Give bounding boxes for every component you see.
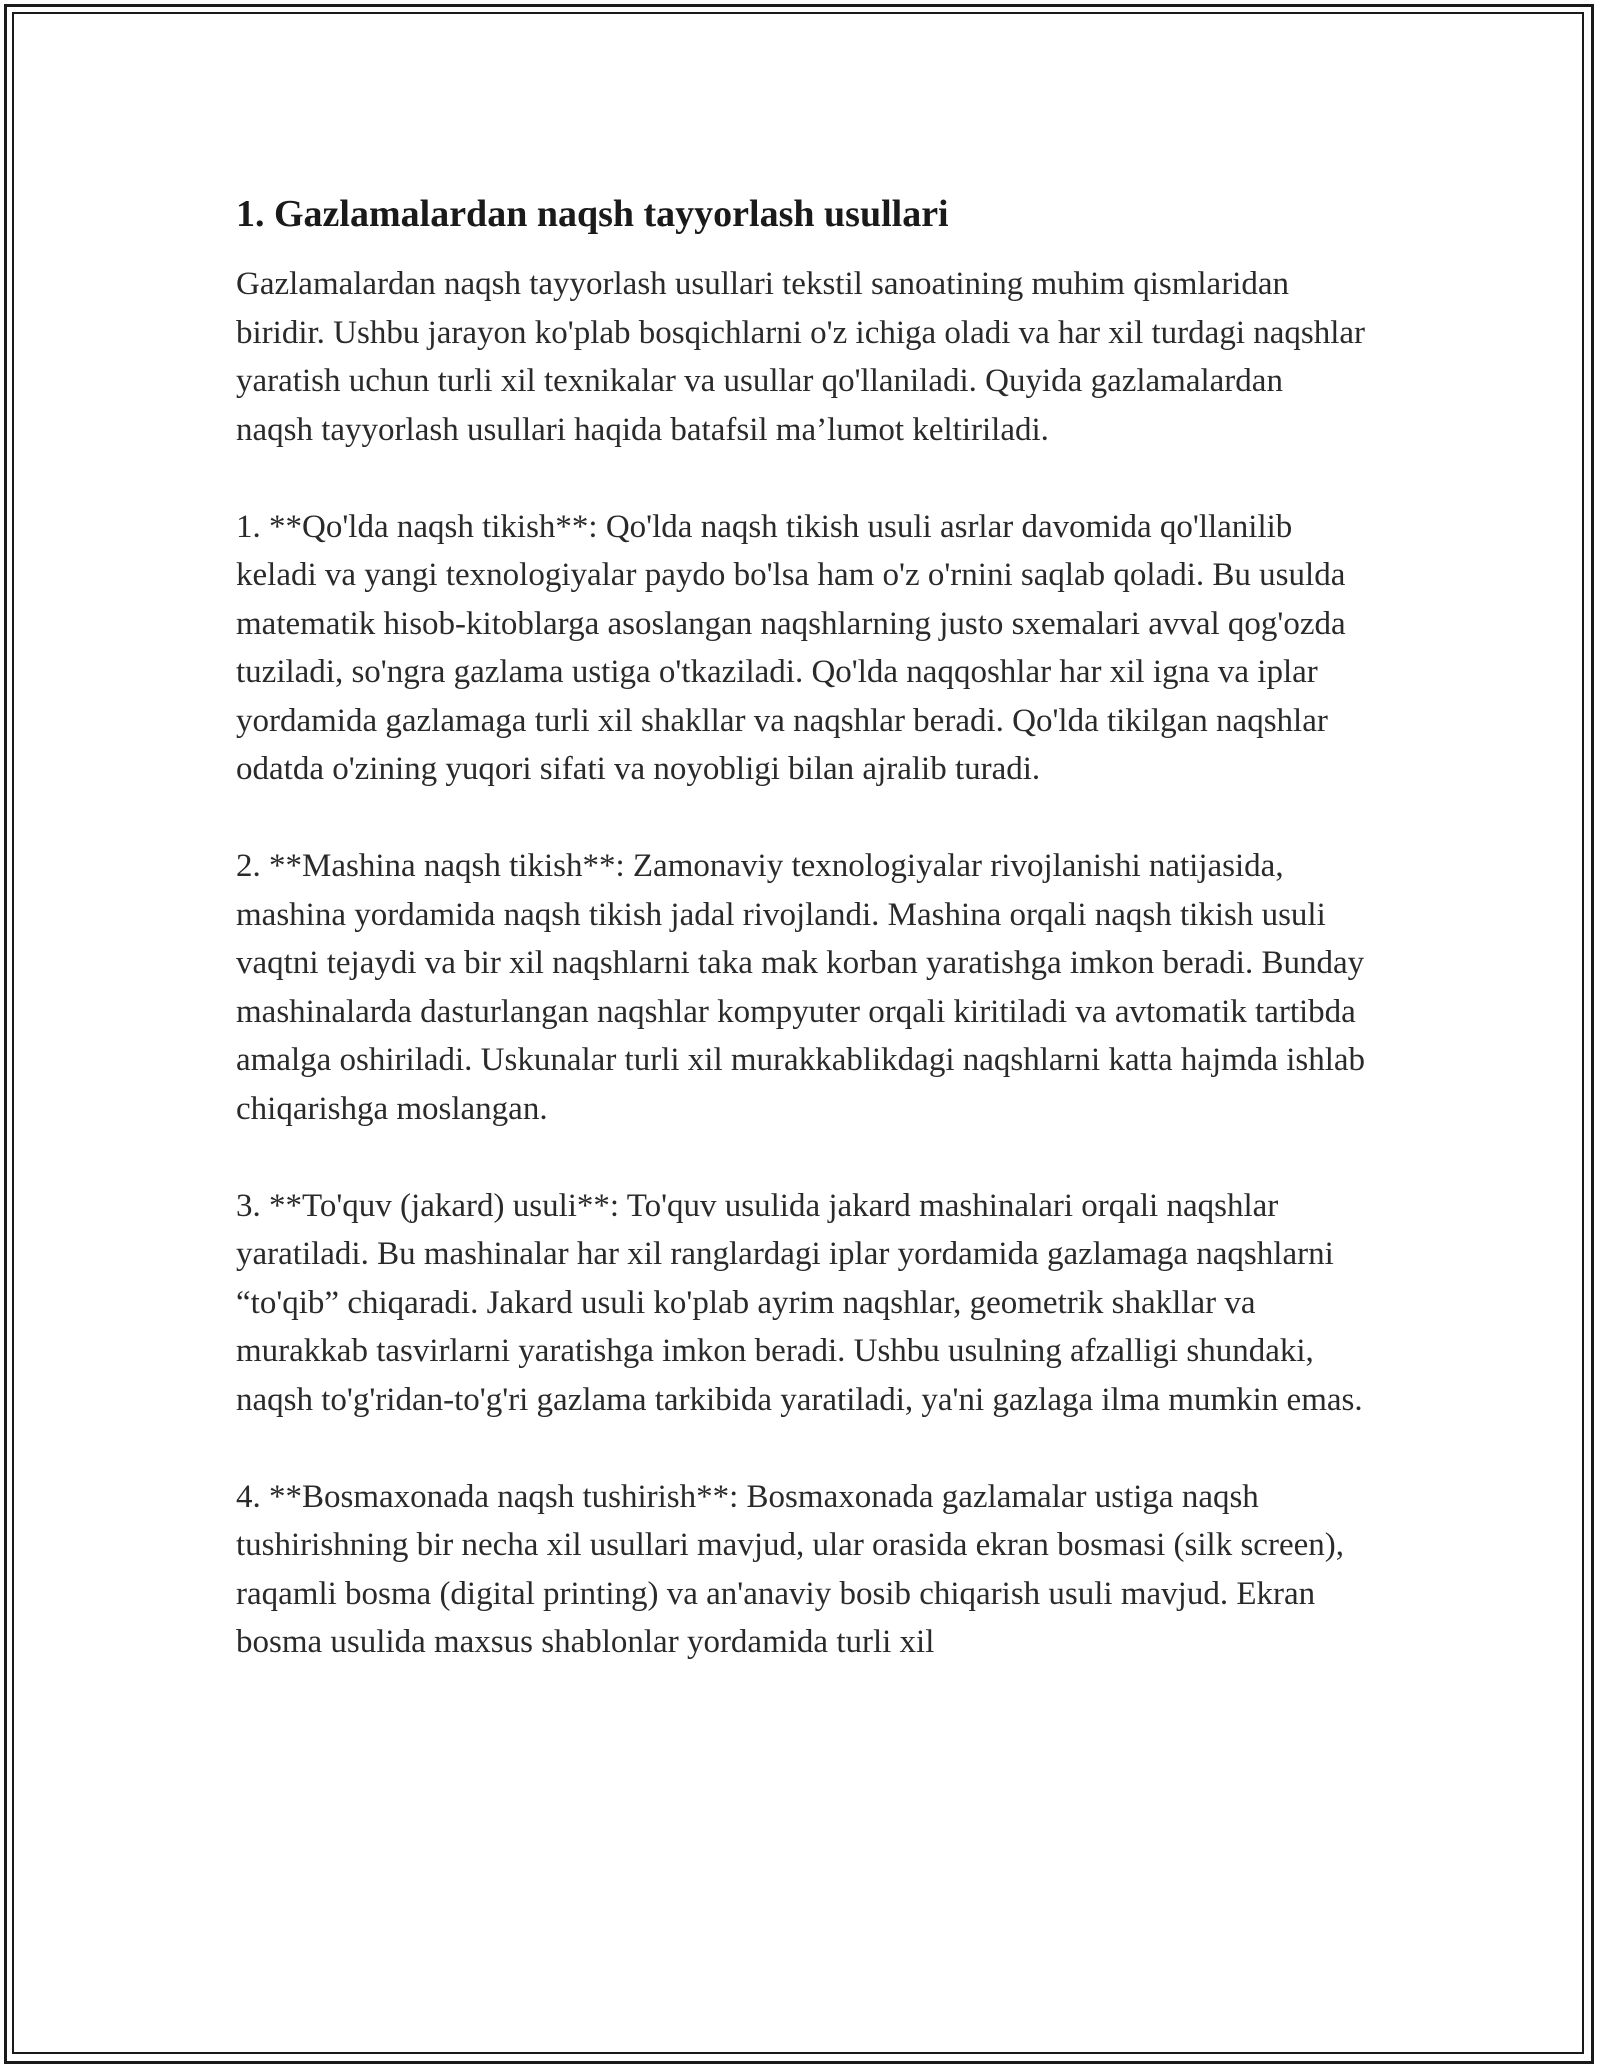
paragraph-jacquard-weaving: 3. **To'quv (jakard) usuli**: To'quv usulida jakard mashinalari orqali naqshlar yaratiladi. Bu mashinalar har xil ranglardagi iplar yordamida gazlamaga naqshlarni “to'qib” chiqaradi. Jakard usuli ko'plab ayrim naqshlar, geometrik shakllar va murakkab tasvirlarni yaratishga imkon beradi. Ushbu usulning afzalligi shundaki, naqsh to'g'ridan-to'g'ri gazlama tarkibida yaratiladi, ya'ni gazlaga ilma mumkin emas. (236, 1187, 1363, 1418)
paragraph-hand-embroidery: 1. **Qo'lda naqsh tikish**: Qo'lda naqsh tikish usuli asrlar davomida qo'llanilib keladi va yangi texnologiyalar paydo bo'lsa ham o'z o'rnini saqlab qoladi. Bu usulda matematik hisob-kitoblarga asoslangan naqshlarning justo sxemalari avval qog'ozda tuziladi, so'ngra gazlama ustiga o'tkaziladi. Qo'lda naqqoshlar har xil igna va iplar yordamida gazlamaga turli xil shakllar va naqshlar beradi. Qo'lda tikilgan naqshlar odatda o'zining yuqori sifati va noyobligi bilan ajralib turadi. (236, 508, 1346, 787)
document-body (236, 188, 1366, 1715)
paragraph-machine-embroidery: 2. **Mashina naqsh tikish**: Zamonaviy texnologiyalar rivojlanishi natijasida, mashina yordamida naqsh tikish jadal rivojlandi. Mashina orqali naqsh tikish usuli vaqtni tejaydi va bir xil naqshlarni taka mak korban yaratishga imkon beradi. Bunday mashinalarda dasturlangan naqshlar kompyuter orqali kiritiladi va avtomatik tartibda amalga oshiriladi. Uskunalar turli xil murakkablikdagi naqshlarni katta hajmda ishlab chiqarishga moslangan. (236, 848, 1366, 1127)
page-title: 1. Gazlamalardan naqsh tayyorlash usullari (236, 193, 949, 235)
paragraph-printing: 4. **Bosmaxonada naqsh tushirish**: Bosmaxonada gazlamalar ustiga naqsh tushirishning bir necha xil usullari mavjud, ular orasida ekran bosmasi (silk screen), raqamli bosma (digital printing) va an'anaviy bosib chiqarish usuli mavjud. Ekran bosma usulida maxsus shablonlar yordamida turli xil (236, 1478, 1344, 1660)
paragraph-intro: Gazlamalardan naqsh tayyorlash usullari tekstil sanoatining muhim qismlaridan biridir. Ushbu jarayon ko'plab bosqichlarni o'z ichiga oladi va har xil turdagi naqshlar yaratish uchun turli xil texnikalar va usullar qo'llaniladi. Quyida gazlamalardan naqsh tayyorlash usullari haqida batafsil ma’lumot keltiriladi. (236, 266, 1366, 448)
